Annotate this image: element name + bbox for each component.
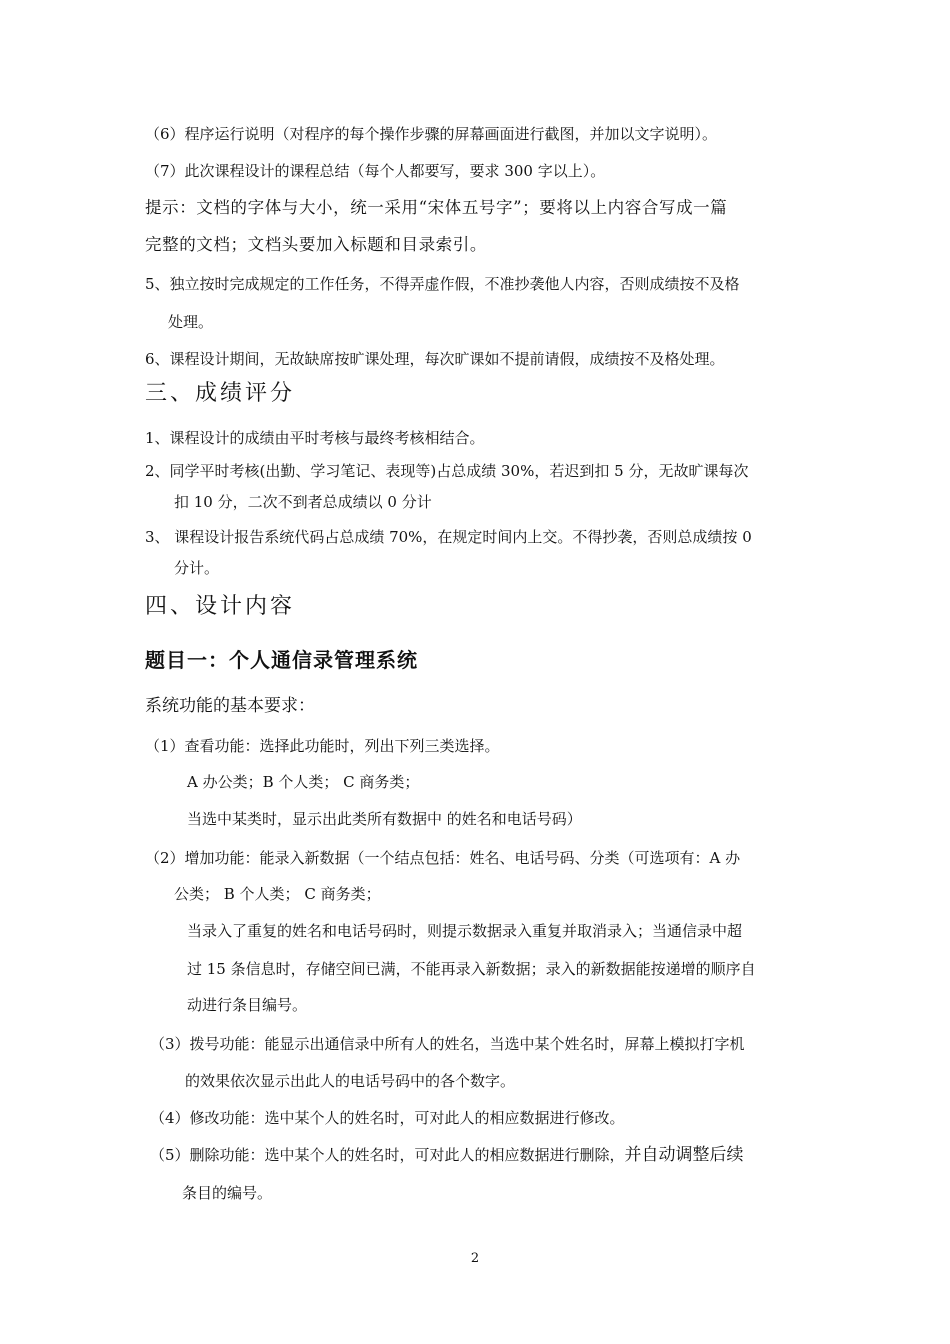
grading-item-2-line-2: 扣 10 分，二次不到者总成绩以 0 分计: [174, 493, 432, 511]
function-2-add-line-1: （2）增加功能：能录入新数据（一个结点包括：姓名、电话号码、分类（可选项有：A 办: [145, 849, 741, 867]
function-3-dial-line-2: 的效果依次显示出此人的电话号码中的各个数字。: [185, 1072, 516, 1090]
grading-item-1: 1、课程设计的成绩由平时考核与最终考核相结合。: [145, 429, 485, 447]
grading-item-2-line-1: 2、同学平时考核(出勤、学习笔记、表现等)占总成绩 30%，若迟到扣 5 分，无故旷课每次: [145, 462, 749, 480]
function-1-categories: A 办公类；B 个人类； C 商务类；: [187, 773, 420, 791]
requirement-item-7: （7）此次课程设计的课程总结（每个人都要写，要求 300 字以上）。: [145, 162, 606, 180]
section-heading-design-content: 四、设计内容: [145, 594, 296, 619]
grading-item-3-line-1: 3、 课程设计报告系统代码占总成绩 70%，在规定时间内上交。不得抄袭，否则总成绩按 0: [145, 528, 752, 546]
page-number: 2: [470, 1251, 480, 1266]
rule-5-line-1: 5、独立按时完成规定的工作任务，不得弄虚作假，不准抄袭他人内容，否则成绩按不及格: [145, 275, 740, 293]
formatting-hint-line-1: 提示：文档的字体与大小，统一采用“宋体五号字”；要将以上内容合写成一篇: [145, 198, 728, 217]
section-heading-grading: 三、成绩评分: [145, 381, 296, 406]
function-2-add-line-2: 公类； B 个人类； C 商务类；: [174, 885, 381, 903]
function-1-detail: 当选中某类时，显示出此类所有数据中 的姓名和电话号码）: [187, 810, 582, 828]
rule-6: 6、课程设计期间，无故缺席按旷课处理，每次旷课如不提前请假，成绩按不及格处理。: [145, 350, 725, 368]
function-4-modify: （4）修改功能：选中某个人的姓名时，可对此人的相应数据进行修改。: [150, 1109, 625, 1127]
rule-5-line-2: 处理。: [168, 313, 214, 331]
function-2-detail-line-2: 过 15 条信息时，存储空间已满，不能再录入新数据；录入的新数据能按递增的顺序自: [187, 960, 756, 978]
function-2-detail-line-1: 当录入了重复的姓名和电话号码时，则提示数据录入重复并取消录入；当通信录中超: [187, 922, 743, 940]
function-5-delete-text: （5）删除功能：选中某个人的姓名时，可对此人的相应数据进行删除，: [150, 1146, 625, 1164]
function-3-dial-line-1: （3）拨号功能：能显示出通信录中所有人的姓名，当选中某个姓名时，屏幕上模拟打字机: [150, 1035, 745, 1053]
requirement-item-6: （6）程序运行说明（对程序的每个操作步骤的屏幕画面进行截图，并加以文字说明）。: [145, 125, 718, 143]
function-1-view: （1）查看功能：选择此功能时，列出下列三类选择。: [145, 737, 500, 755]
basic-requirements-label: 系统功能的基本要求：: [145, 696, 315, 716]
grading-item-3-line-2: 分计。: [174, 559, 220, 577]
function-5-delete-line-1: [150, 1145, 744, 1165]
function-5-delete-line-2: 条目的编号。: [182, 1184, 273, 1202]
topic-one-title: 题目一：个人通信录管理系统: [145, 648, 418, 672]
formatting-hint-line-2: 完整的文档；文档头要加入标题和目录索引。: [145, 235, 487, 254]
function-5-delete-emphasis: 并自动调整后续: [624, 1145, 744, 1165]
function-2-detail-line-3: 动进行条目编号。: [187, 996, 308, 1014]
